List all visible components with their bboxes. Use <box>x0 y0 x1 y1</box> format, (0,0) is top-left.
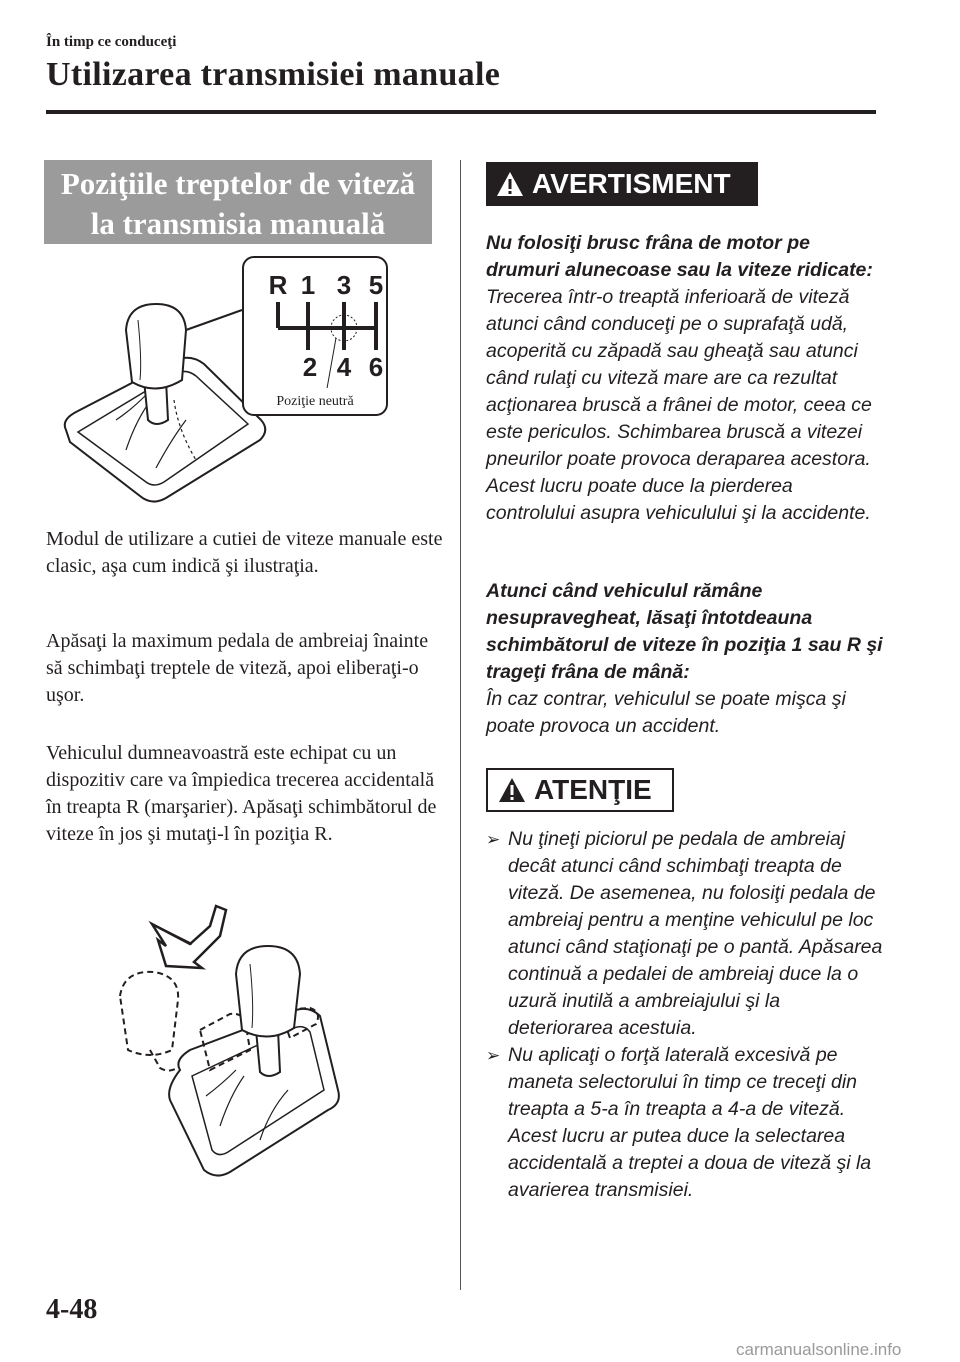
warning-header <box>486 162 758 206</box>
caution-item-lever <box>486 1042 886 1204</box>
caution-item-lever-text: Nu aplicaţi o forţă laterală excesivă pe maneta selectorului în timp ce treceţi din treapta a 5-a în treapta a 4-a de viteză. Acest lucru ar putea duce la selectarea accidentală a treptei a doua de viteză şi la avarierea transmisiei. <box>508 1044 872 1201</box>
reverse-shift-illustration <box>110 900 350 1180</box>
page-title: Utilizarea transmisiei manuale <box>46 56 501 93</box>
paragraph-reverse: Vehiculul dumneavoastră este echipat cu un dispozitiv care va împiedica trecerea accidentală în treapta R (marşarier). Apăsaţi schimbătorul de viteze în jos şi mutaţi-l în poziţia R. <box>46 742 437 845</box>
warning-parking <box>486 578 886 740</box>
paragraph-intro: Modul de utilizare a cutiei de viteze manuale este clasic, aşa cum indică şi ilustraţia. <box>46 528 443 577</box>
warning-engine-brake <box>486 230 886 527</box>
section-title-line-2: la transmisia manuală <box>90 206 386 241</box>
gear-2-label: 2 <box>302 352 318 382</box>
section-title-box <box>44 160 432 244</box>
caution-item-clutch <box>486 826 886 1042</box>
shift-pattern-diagram <box>244 258 386 388</box>
bullet-arrow-icon: ➢ <box>486 830 501 849</box>
gear-1-label: 1 <box>300 270 316 300</box>
paragraph-clutch: Apăsaţi la maximum pedala de ambreiaj înainte să schimbaţi treptele de viteză, apoi eliberaţi-o uşor. <box>46 630 429 706</box>
warning-parking-title: Atunci când vehiculul rămâne nesupravegheat, lăsaţi întotdeauna schimbătorul de viteze în poziţia 1 sau R şi trageţi frâna de mână: <box>486 580 883 683</box>
column-divider <box>460 160 461 1290</box>
page-number: 4-48 <box>46 1294 98 1325</box>
warning-label: AVERTISMENT <box>532 168 731 199</box>
neutral-position-label: Poziţie neutră <box>276 394 354 409</box>
warning-parking-body: În caz contrar, vehiculul se poate mişca şi poate provoca un accident. <box>486 688 846 737</box>
running-header: În timp ce conduceţi <box>46 34 177 50</box>
caution-label: ATENŢIE <box>534 774 652 805</box>
watermark: carmanualsonline.info <box>736 1340 902 1359</box>
header-divider <box>46 110 876 114</box>
shift-pattern-callout <box>242 256 388 416</box>
gear-3-label: 3 <box>336 270 352 300</box>
gear-r-label: R <box>268 270 288 300</box>
warning-engine-brake-title: Nu folosiţi brusc frâna de motor pe drumuri alunecoase sau la viteze ridicate: <box>486 232 873 281</box>
caution-item-clutch-text: Nu ţineţi piciorul pe pedala de ambreiaj decât atunci când schimbaţi treapta de viteză. De asemenea, nu folosiţi pedala de ambreiaj pentru a menţine vehiculul pe loc atunci când staţionaţi pe o pantă. Apăsarea continuă a pedalei de ambreiaj duce la o uzură inutilă a ambreiajului şi la deteriorarea acestuia. <box>508 828 883 1039</box>
section-title-line-1: Poziţiile treptelor de viteză <box>60 166 416 201</box>
bullet-arrow-icon: ➢ <box>486 1046 501 1065</box>
warning-engine-brake-body: Trecerea într-o treaptă inferioară de viteză atunci când conduceţi pe o suprafaţă udă, acoperită cu zăpadă sau gheaţă sau atunci când rulaţi cu viteză mare are ca rezultat acţionarea bruscă a frânei de motor, ceea ce este periculos. Schimbarea bruscă a vitezei pneurilor poate provoca deraparea acestora. Acest lucru poate duce la pierderea controlului asupra vehiculului şi la accidente. <box>486 286 872 524</box>
warning-triangle-icon <box>496 171 524 197</box>
gear-4-label: 4 <box>336 352 352 382</box>
gear-6-label: 6 <box>368 352 384 382</box>
gear-5-label: 5 <box>368 270 384 300</box>
caution-triangle-icon <box>498 777 526 803</box>
caution-header <box>486 768 674 812</box>
